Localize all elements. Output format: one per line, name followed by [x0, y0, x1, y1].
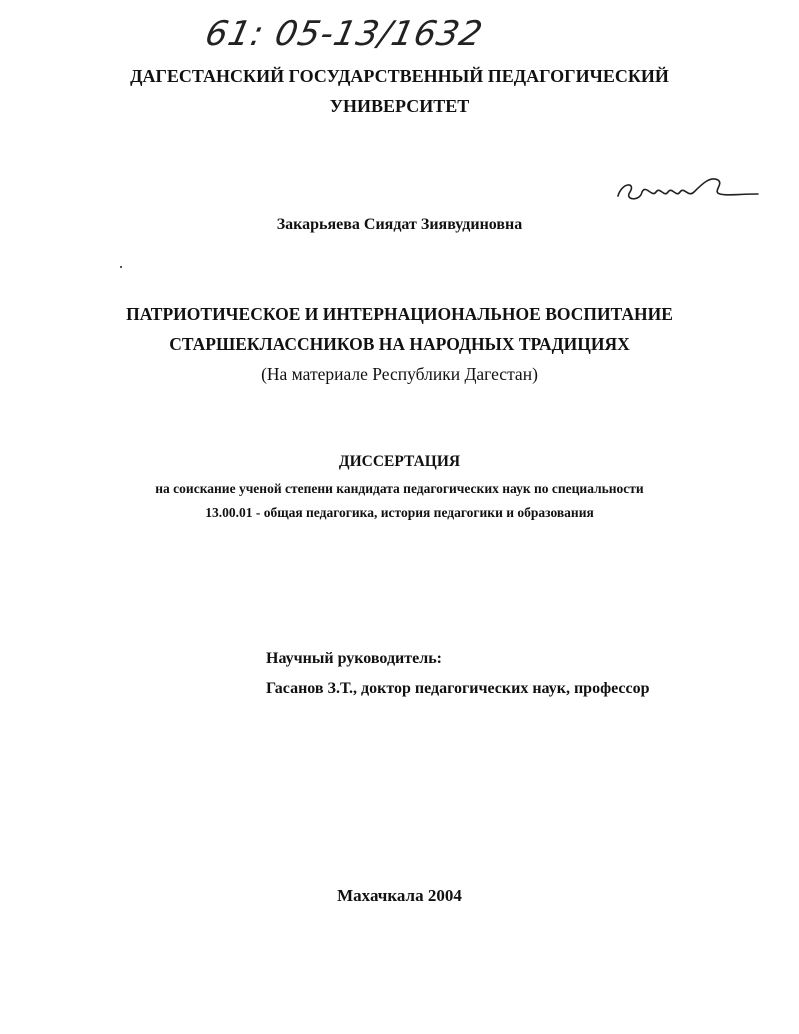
- document-type-label: ДИССЕРТАЦИЯ: [338, 453, 461, 470]
- thesis-title-line-1: ПАТРИОТИЧЕСКОЕ И ИНТЕРНАЦИОНАЛЬНОЕ ВОСПИТАНИЕ: [126, 304, 673, 324]
- supervisor-name: Гасанов З.Т., доктор педагогических наук, профессор: [266, 680, 650, 697]
- supervisor-label: Научный руководитель:: [266, 650, 442, 667]
- specialty-code: 13.00.01 - общая педагогика, история педагогики и образования: [205, 505, 594, 520]
- institution-line-2: УНИВЕРСИТЕТ: [329, 96, 470, 116]
- degree-purpose: на соискание ученой степени кандидата педагогических наук по специальности: [155, 481, 644, 496]
- scan-dot: [120, 266, 122, 268]
- signature-stroke: [618, 179, 758, 199]
- thesis-subtitle: (На материале Республики Дагестан): [261, 364, 538, 384]
- handwritten-signature: [612, 168, 762, 212]
- author-name: Закарьяева Сиядат Зиявудиновна: [276, 216, 523, 233]
- city-year-text: Махачкала 2004: [337, 886, 462, 905]
- thesis-title-line-2: СТАРШЕКЛАССНИКОВ НА НАРОДНЫХ ТРАДИЦИЯХ: [169, 334, 630, 354]
- archive-stamp-number: 61: 05-13/1632: [201, 14, 487, 54]
- city-year: [0, 886, 799, 906]
- institution-line-1: ДАГЕСТАНСКИЙ ГОСУДАРСТВЕННЫЙ ПЕДАГОГИЧЕСКИЙ: [130, 66, 669, 86]
